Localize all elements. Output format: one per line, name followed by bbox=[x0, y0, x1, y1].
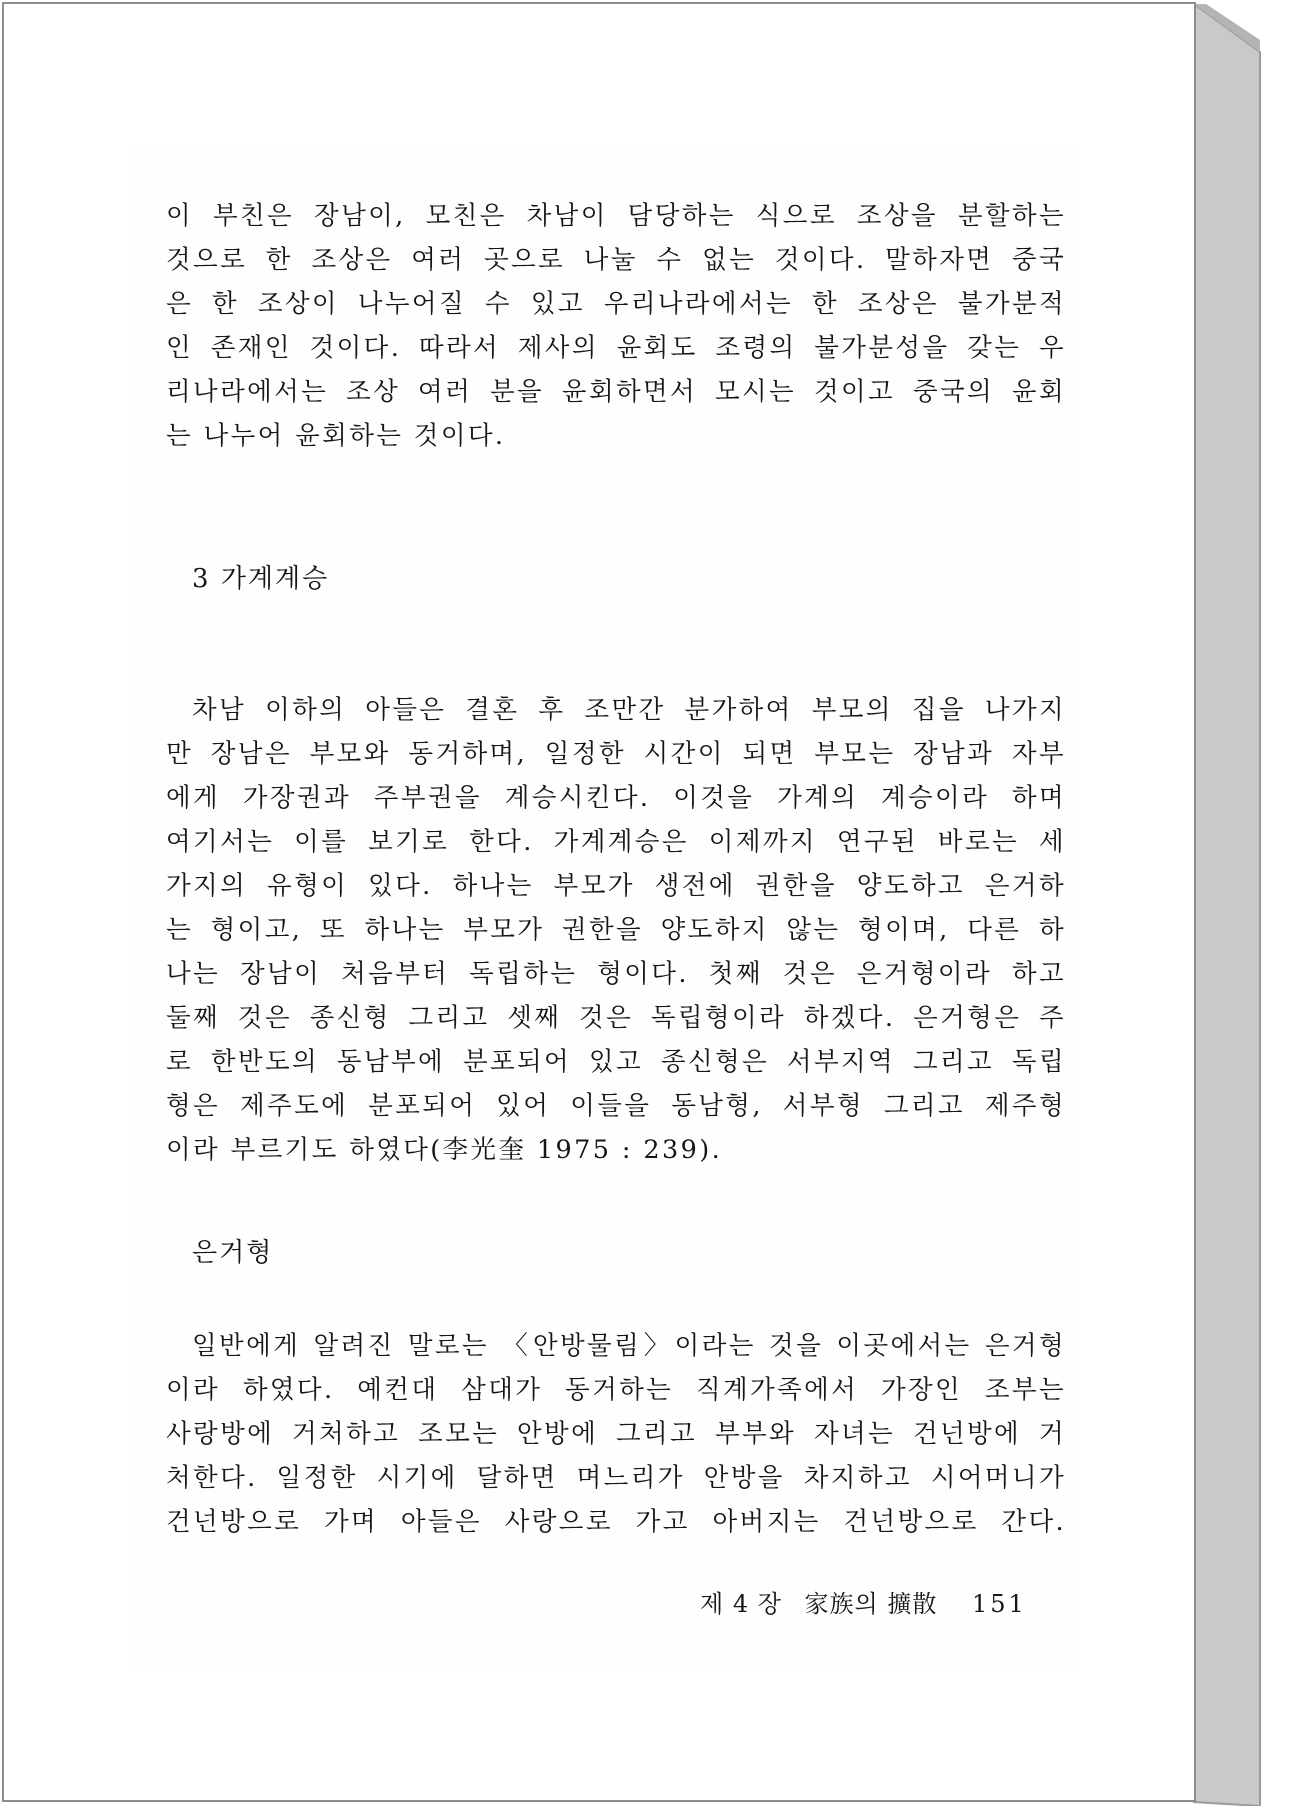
text-line: 가지의 유형이 있다. 하나는 부모가 생전에 권한을 양도하고 은거하 bbox=[166, 871, 1066, 901]
book-edge bbox=[1194, 4, 1260, 1806]
paragraph-2-text bbox=[166, 688, 1066, 1172]
text-line: 여기서는 이를 보기로 한다. 가계계승은 이제까지 연구된 바로는 세 bbox=[166, 827, 1066, 857]
text-line: 둘째 것은 종신형 그리고 셋째 것은 독립형이라 하겠다. 은거형은 주 bbox=[166, 1003, 1066, 1033]
text-line: 이라 하였다. 예컨대 삼대가 동거하는 직계가족에서 가장인 조부는 bbox=[166, 1375, 1066, 1405]
text-line: 만 장남은 부모와 동거하며, 일정한 시간이 되면 부모는 장남과 자부 bbox=[166, 739, 1066, 769]
text-line: 일반에게 알려진 말로는 〈안방물림〉이라는 것을 이곳에서는 은거형 bbox=[192, 1331, 1066, 1361]
footer-title: 家族의 擴散 bbox=[804, 1590, 938, 1618]
text-line: 처한다. 일정한 시기에 달하면 며느리가 안방을 차지하고 시어머니가 bbox=[166, 1463, 1066, 1493]
text-line: 인 존재인 것이다. 따라서 제사의 윤회도 조령의 불가분성을 갖는 우 bbox=[166, 333, 1066, 363]
text-line: 에게 가장권과 주부권을 계승시킨다. 이것을 가계의 계승이라 하며 bbox=[166, 783, 1066, 813]
text-line: 차남 이하의 아들은 결혼 후 조만간 분가하여 부모의 집을 나가지 bbox=[192, 695, 1066, 725]
page-number: 151 bbox=[972, 1590, 1027, 1618]
paragraph-1-text bbox=[166, 194, 1066, 458]
text-line: 는 형이고, 또 하나는 부모가 권한을 양도하지 않는 형이며, 다른 하 bbox=[166, 915, 1066, 945]
text-line: 이라 부르기도 하였다(李光奎 1975 : 239). bbox=[166, 1135, 723, 1165]
page-footer bbox=[700, 1584, 1027, 1619]
paragraph-2 bbox=[166, 688, 1066, 1172]
paragraph-3 bbox=[166, 1324, 1066, 1544]
text-line: 은 한 조상이 나누어질 수 있고 우리나라에서는 한 조상은 불가분적 bbox=[166, 289, 1066, 319]
text-line: 로 한반도의 동남부에 분포되어 있고 종신형은 서부지역 그리고 독립 bbox=[166, 1047, 1066, 1077]
paragraph-3-text bbox=[166, 1324, 1066, 1544]
text-line: 것으로 한 조상은 여러 곳으로 나눌 수 없는 것이다. 말하자면 중국 bbox=[166, 245, 1066, 275]
text-line: 건넌방으로 가며 아들은 사랑으로 가고 아버지는 건넌방으로 간다. bbox=[166, 1507, 1066, 1537]
paragraph-1 bbox=[166, 194, 1066, 458]
footer-chapter: 제 4 장 bbox=[700, 1590, 782, 1618]
subheading: 은거형 bbox=[192, 1238, 274, 1268]
text-line: 리나라에서는 조상 여러 분을 윤회하면서 모시는 것이고 중국의 윤회 bbox=[166, 377, 1066, 407]
text-line: 사랑방에 거처하고 조모는 안방에 그리고 부부와 자녀는 건넌방에 거 bbox=[166, 1419, 1066, 1449]
text-line: 이 부친은 장남이, 모친은 차남이 담당하는 식으로 조상을 분할하는 bbox=[166, 201, 1066, 231]
section-heading: 3 가계계승 bbox=[192, 564, 330, 594]
text-line: 형은 제주도에 분포되어 있어 이들을 동남형, 서부형 그리고 제주형 bbox=[166, 1091, 1066, 1121]
text-line: 나는 장남이 처음부터 독립하는 형이다. 첫째 것은 은거형이라 하고 bbox=[166, 959, 1066, 989]
text-line: 는 나누어 윤회하는 것이다. bbox=[166, 421, 506, 451]
